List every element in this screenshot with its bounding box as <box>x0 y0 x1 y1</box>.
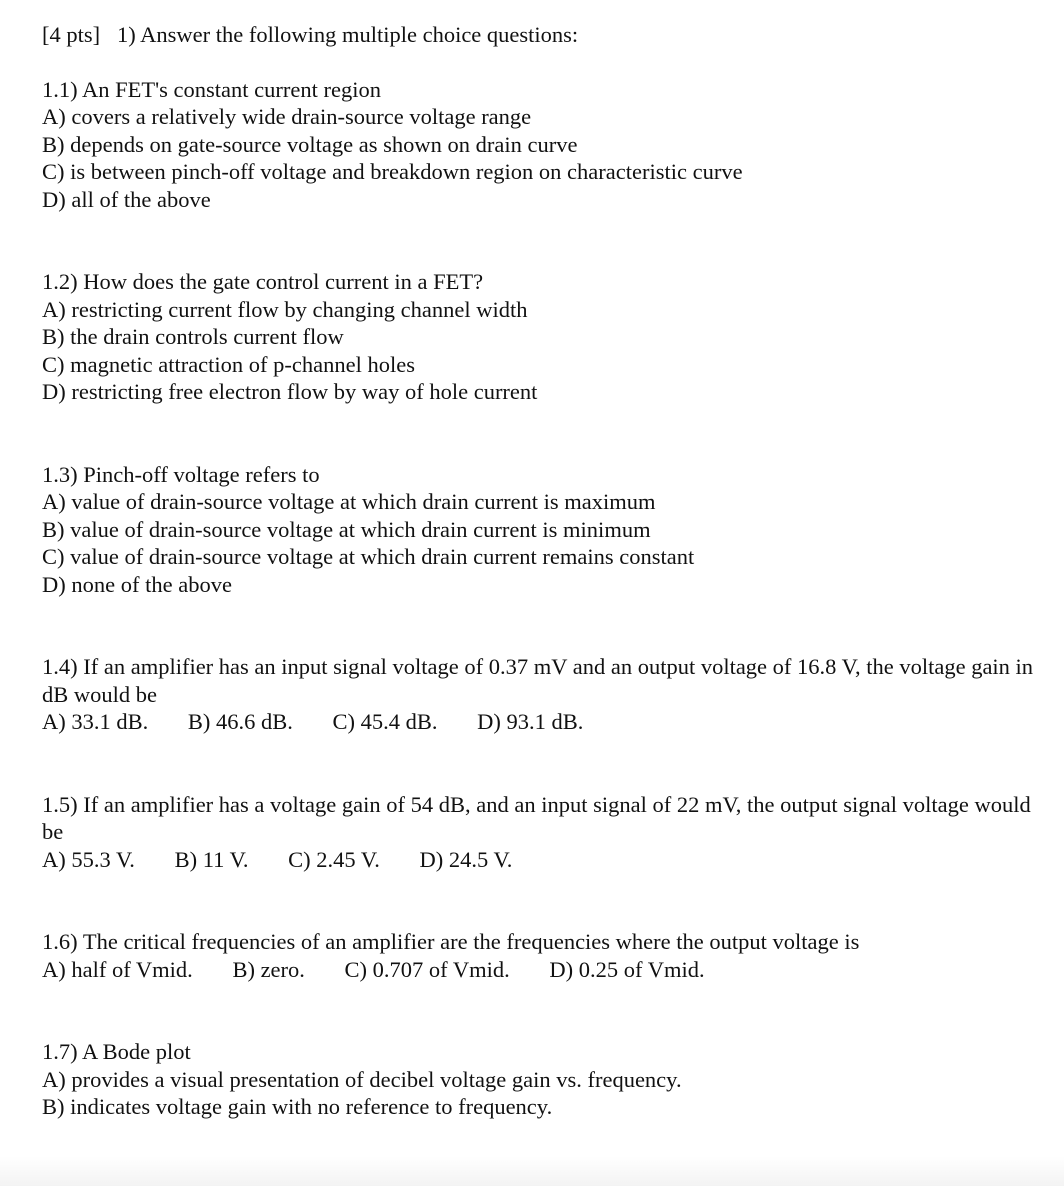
question-stem: 1.6) The critical frequencies of an amplifier are the frequencies where the output voltage is <box>42 929 860 954</box>
option-a: A) value of drain-source voltage at which drain current is maximum <box>42 489 656 514</box>
options-row <box>42 846 1042 874</box>
option-a: A) provides a visual presentation of decibel voltage gain vs. frequency. <box>42 1066 682 1092</box>
question-1-5 <box>42 791 1042 874</box>
option-d: D) all of the above <box>42 186 211 212</box>
question-1-1 <box>42 76 1042 214</box>
option-c: C) 0.707 of Vmid. <box>344 956 510 982</box>
options-row <box>42 956 1042 984</box>
option-d: D) 24.5 V. <box>419 846 513 872</box>
question-stem: 1.5) If an amplifier has a voltage gain of 54 dB, and an input signal of 22 mV, the output signal voltage would be <box>42 791 1037 844</box>
question-1-3 <box>42 461 1042 599</box>
options-row <box>42 708 1042 736</box>
option-d: D) restricting free electron flow by way of hole current <box>42 379 538 404</box>
section-header: [4 pts] 1) Answer the following multiple choice questions: <box>42 22 579 47</box>
option-c: C) 2.45 V. <box>288 846 380 872</box>
option-c: C) value of drain-source voltage at which drain current remains constant <box>42 544 695 569</box>
page-bottom-edge <box>0 1156 1064 1186</box>
option-b: B) value of drain-source voltage at which drain current is minimum <box>42 516 651 542</box>
option-d: D) 0.25 of Vmid. <box>549 956 705 982</box>
option-b: B) depends on gate-source voltage as shown on drain curve <box>42 131 578 157</box>
option-c: C) 45.4 dB. <box>332 709 438 734</box>
option-a: A) 55.3 V. <box>42 846 135 872</box>
option-b: B) zero. <box>232 956 305 982</box>
option-a: A) half of Vmid. <box>42 956 193 982</box>
option-b: B) indicates voltage gain with no reference to frequency. <box>42 1094 553 1119</box>
question-1-2 <box>42 268 1042 406</box>
question-stem: 1.1) An FET's constant current region <box>42 76 381 102</box>
question-stem: 1.3) Pinch-off voltage refers to <box>42 461 320 487</box>
question-stem: 1.7) A Bode plot <box>42 1039 191 1064</box>
option-d: D) none of the above <box>42 571 232 597</box>
option-a: A) covers a relatively wide drain-source voltage range <box>42 104 532 129</box>
option-a: A) restricting current flow by changing channel width <box>42 296 528 322</box>
option-d: D) 93.1 dB. <box>477 709 584 734</box>
document-page <box>42 21 1042 1121</box>
question-1-6 <box>42 928 1042 983</box>
option-a: A) 33.1 dB. <box>42 709 149 734</box>
question-1-4 <box>42 653 1042 736</box>
question-stem: 1.2) How does the gate control current in a FET? <box>42 269 484 294</box>
question-stem: 1.4) If an amplifier has an input signal voltage of 0.37 mV and an output voltage of 16.8 V, the voltage gain in dB would be <box>42 654 1039 707</box>
option-c: C) is between pinch-off voltage and breakdown region on characteristic curve <box>42 159 743 184</box>
option-c: C) magnetic attraction of p-channel holes <box>42 351 415 377</box>
question-1-7 <box>42 1038 1042 1121</box>
option-b: B) 11 V. <box>174 846 249 872</box>
option-b: B) the drain controls current flow <box>42 324 344 349</box>
option-b: B) 46.6 dB. <box>187 709 293 734</box>
